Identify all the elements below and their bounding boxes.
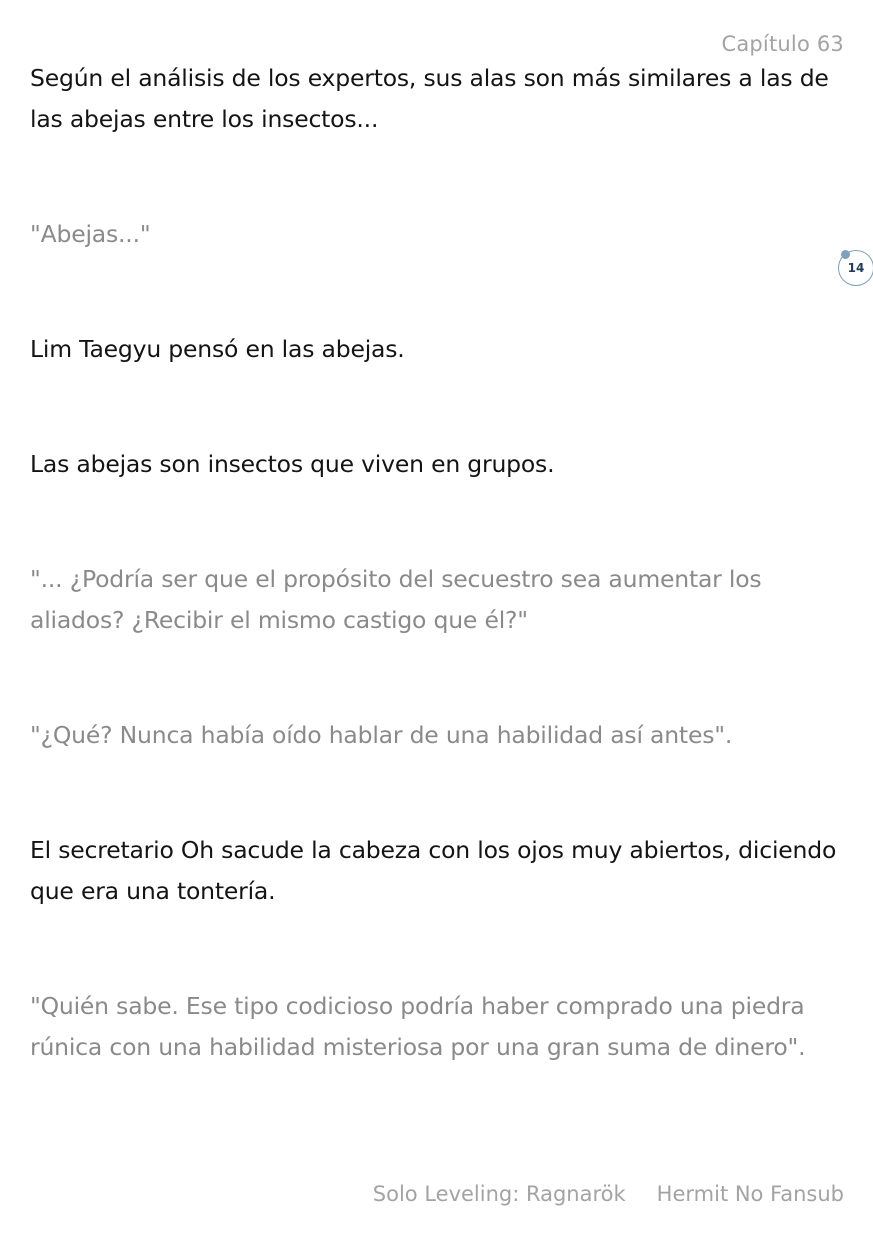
paragraph-gap bbox=[30, 912, 845, 986]
paragraph: Lim Taegyu pensó en las abejas. bbox=[30, 335, 405, 363]
paragraph: Las abejas son insectos que viven en grupos. bbox=[30, 450, 555, 478]
dialog-paragraph: "Quién sabe. Ese tipo codicioso podría haber comprado una piedra rúnica con una habilidad misteriosa por una gran suma de dinero". bbox=[30, 992, 806, 1061]
reader-content bbox=[30, 58, 845, 1068]
page-number: 14 bbox=[847, 261, 865, 275]
paragraph-gap bbox=[30, 255, 845, 329]
dialog-paragraph: "Abejas..." bbox=[30, 220, 151, 248]
footer-novel-title: Solo Leveling: Ragnarök bbox=[372, 1182, 626, 1206]
chapter-label: Capítulo 63 bbox=[721, 32, 844, 56]
dialog-paragraph: "¿Qué? Nunca había oído hablar de una habilidad así antes". bbox=[30, 721, 733, 749]
paragraph-gap bbox=[30, 756, 845, 830]
footer bbox=[373, 1182, 844, 1206]
paragraph-gap bbox=[30, 641, 845, 715]
page-indicator-badge[interactable] bbox=[838, 250, 873, 286]
paragraph-gap bbox=[30, 140, 845, 214]
paragraph-gap bbox=[30, 485, 845, 559]
paragraph-gap bbox=[30, 370, 845, 444]
footer-group-name: Hermit No Fansub bbox=[656, 1182, 844, 1206]
progress-dot-icon bbox=[841, 250, 850, 259]
paragraph: El secretario Oh sacude la cabeza con los ojos muy abiertos, diciendo que era una tontería. bbox=[30, 836, 837, 905]
paragraph: Según el análisis de los expertos, sus alas son más similares a las de las abejas entre los insectos... bbox=[30, 64, 829, 133]
dialog-paragraph: "... ¿Podría ser que el propósito del secuestro sea aumentar los aliados? ¿Recibir el mismo castigo que él?" bbox=[30, 565, 762, 634]
